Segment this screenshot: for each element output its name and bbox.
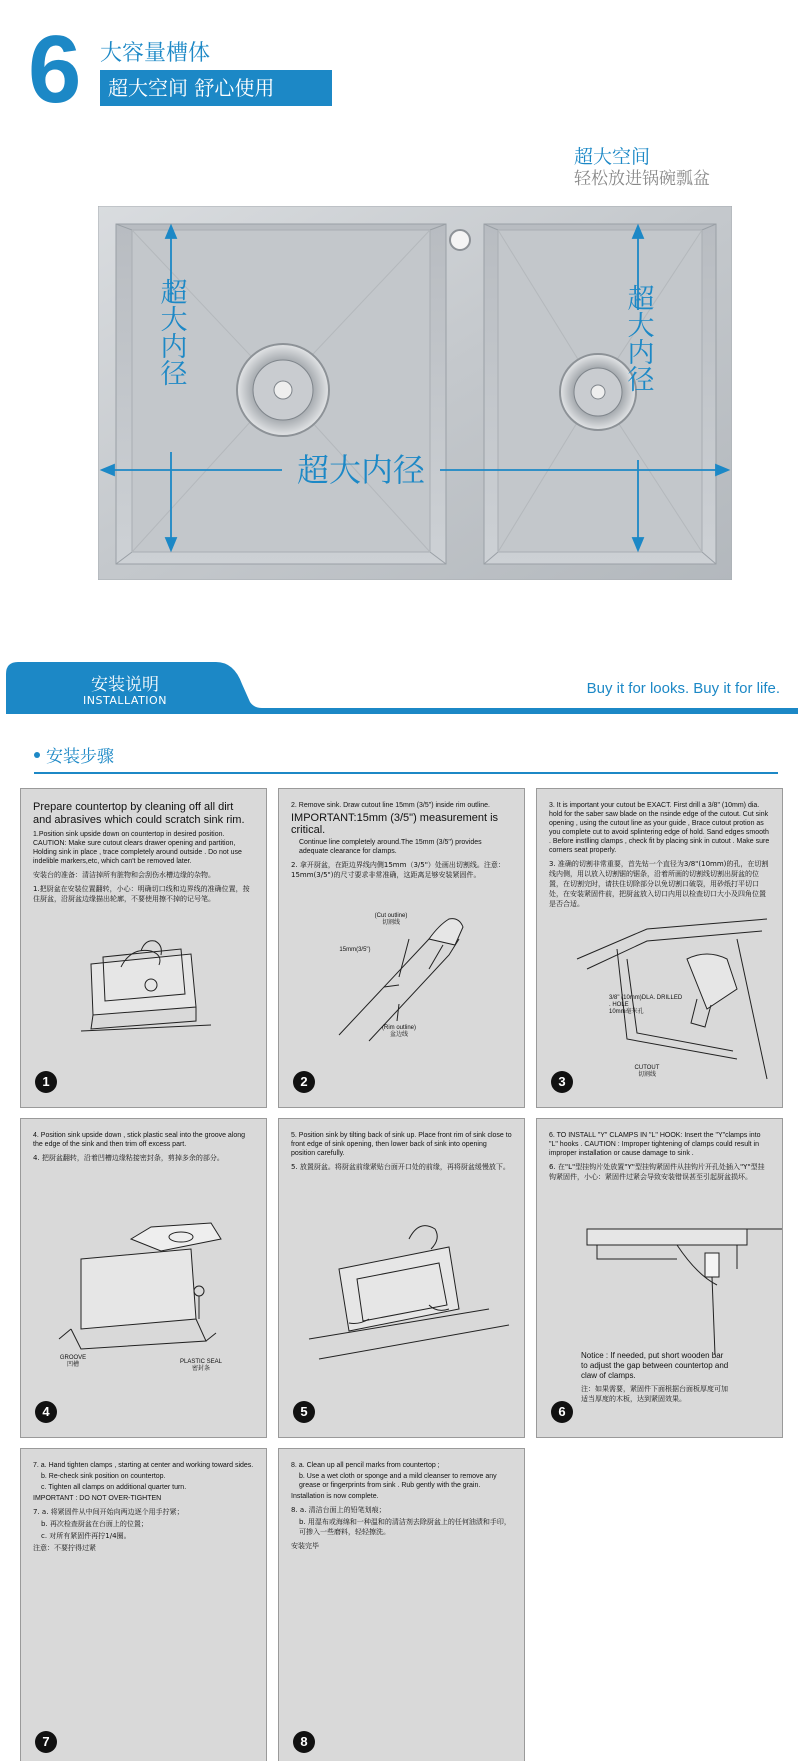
step-4-illustration	[21, 1119, 267, 1438]
step-2-label-15mm: 15mm(3/5")	[339, 947, 371, 953]
step-6-notice	[581, 1351, 731, 1404]
step-2-label-cutout: (Cut outline) 切割线	[374, 913, 408, 926]
step-6-en: 6. TO INSTALL "Y" CLAMPS IN "L" HOOK: Insert the "Y"clamps into "L" hooks . CAUTION : Improper tightening of clamps could result in improper installation or cause damage to sink .	[549, 1132, 761, 1157]
step-2-label-rim: (Rim outline) 盆边线	[381, 1025, 416, 1038]
tagline-line1: 超大空间	[574, 146, 651, 168]
step-2-en2: Continue line completely around.The 15mm (3/5") provides adequate clearance for clamps.	[299, 839, 482, 855]
step-3-cn: 3. 准确的切割非常重要，首先钻一个直径为3/8"(10mm)的孔，在切割线内侧，用以放入切割锯的锯条，沿着所画的切割线切割出厨盆的位置，在切割完时，请扶住切除部分以免切割口破裂，用砂纸打平切口处，在安装紧固件前，把厨盆放入切口内用以检查切口大小及四角位置是否合适。	[549, 860, 769, 908]
step-6-number: 6	[551, 1401, 573, 1423]
step-4-cn: 4. 把厨盆翻转，沿着凹槽边缘粘接密封条，剪掉多余的部分。	[33, 1154, 224, 1162]
step-1-cn1: 安装台的准备：清洁掉所有脏物和会刮伤水槽边缘的杂物。	[33, 871, 215, 879]
sink-label-horizontal: 超大内径	[296, 451, 426, 489]
step-3-illustration	[537, 789, 783, 1108]
bullet-dot-icon	[34, 752, 40, 758]
step-card-3	[536, 788, 783, 1108]
tagline-line2: 轻松放进锅碗瓢盆	[574, 169, 710, 189]
step-card-8	[278, 1448, 525, 1761]
step-card-7	[20, 1448, 267, 1761]
step-8-en2: b. Use a wet cloth or sponge and a mild cleanser to remove any grease or fingerprints from sink . Rub gently with the grain.	[299, 1473, 497, 1489]
step-6-notice-en: Notice : If needed, put short wooden bar to adjust the gap between countertop and claw of clamps.	[581, 1351, 729, 1380]
sink-label-left: 超大内径	[155, 278, 187, 386]
step-card-1	[20, 788, 267, 1108]
step-2-illustration	[279, 789, 525, 1108]
step-7-en3: c. Tighten all clamps on additional quarter turn.	[41, 1484, 187, 1491]
step-6-notice-cn: 注：如果需要，紧固件下面根据台面板厚度可加适当厚度的木板，达到紧固效果。	[581, 1385, 728, 1403]
step-2-cn: 2. 拿开厨盆，在距边界线内侧15mm（3/5"）处画出切割线。注意：15mm(3/5")的尺寸要求非常准确，这距离足够安装紧固件。	[291, 861, 505, 879]
step-7-en1: 7. a. Hand tighten clamps , starting at center and working toward sides.	[33, 1462, 254, 1469]
step-3-en: 3. It is important your cutout be EXACT. First drill a 3/8" (10mm) dia. hold for the saber saw blade on the nsinde edge of the cutout. Cut sink opening , using the cutout line as your guide , Brace cutout protion as you complete cut to avoid splintering edge of hold. Sand edges smooth . Before instlling clamps , check fit by placing sink in cutout . Make sure corners seat properly.	[549, 802, 770, 854]
step-8-en1: 8. a. Clean up all pencil marks from countertop ;	[291, 1462, 440, 1469]
step-4-label-groove: GROOVE 凹槽	[59, 1355, 87, 1368]
section-subtitle-bar	[100, 70, 332, 106]
section-number: 6	[28, 16, 82, 123]
step-card-6	[536, 1118, 783, 1438]
step-5-number: 5	[293, 1401, 315, 1423]
step-7-cn3: c. 对所有紧固件再拧1/4圈。	[41, 1532, 131, 1540]
step-5-en: 5. Position sink by tilting back of sink up. Place front rim of sink close to front edge of sink opening, then lower back of sink into opening position carefully.	[291, 1132, 512, 1157]
steps-heading-text: 安装步骤	[46, 747, 114, 767]
step-7-en2: b. Re-check sink position on countertop.	[41, 1473, 166, 1480]
step-8-cn3: 安装完毕	[291, 1542, 319, 1550]
step-6-cn: 6. 在"L"型挂钩片处放置"Y"型挂钩紧固件从挂钩片开孔处插入"Y"型挂钩紧固件，小心：紧固件过紧会导致安装错误甚至引起厨盆损坏。	[549, 1163, 765, 1181]
step-3-label-drill: 3/8" (10mm)DLA. DRILLED . HOLE 10mm毫米孔	[609, 995, 683, 1015]
step-8-cn2: b. 用湿布或海绵和一种温和的清洁剂去除厨盆上的任何油渍和手印，可掺入一些磨料，轻轻擦洗。	[299, 1518, 511, 1536]
step-2-en1: 2. Remove sink. Draw cutout line 15mm (3/5") inside rim outline.	[291, 802, 490, 809]
installation-title-en: INSTALLATION	[83, 694, 167, 707]
step-8-number: 8	[293, 1731, 315, 1753]
step-3-number: 3	[551, 1071, 573, 1093]
sink-image	[98, 206, 732, 580]
step-1-cn2: 1.把厨盆在安装位置翻转，小心：明确切口线和边界线的准确位置，按住厨盆，沿厨盆边缘描出轮廓，不要使用擦不掉的记号笔。	[33, 885, 250, 903]
step-2-important: IMPORTANT:15mm (3/5") measurement is critical.	[291, 812, 499, 836]
tagline	[574, 146, 710, 190]
step-4-label-seal: PLASTIC SEAL 密封条	[179, 1359, 223, 1372]
step-2-number: 2	[293, 1071, 315, 1093]
step-card-2	[278, 788, 525, 1108]
step-4-en: 4. Position sink upside down , stick plastic seal into the groove along the edge of the sink and then trim off excess part.	[33, 1132, 246, 1148]
step-8-en3: Installation is now complete.	[291, 1493, 379, 1500]
step-1-lead: Prepare countertop by cleaning off all dirt and abrasives which could scratch sink rim.	[33, 801, 245, 826]
step-7-number: 7	[35, 1731, 57, 1753]
step-7-cn2: b. 再次检查厨盆在台面上的位置；	[41, 1520, 148, 1528]
step-1-en: 1.Position sink upside down on countertop in desired position. CAUTION: Make sure cutout clears drawer opening and partition, Holding sink in place , trace completely around outside . Do not use indelible markers,etc, which can't be removed later.	[33, 831, 242, 865]
step-7-cn1: 7. a. 将紧固件从中间开始向两边逐个用手拧紧；	[33, 1508, 184, 1516]
steps-divider	[34, 772, 778, 774]
step-1-number: 1	[35, 1071, 57, 1093]
step-4-number: 4	[35, 1401, 57, 1423]
step-7-important: IMPORTANT : DO NOT OVER-TIGHTEN	[33, 1495, 162, 1502]
step-3-label-cutout: CUTOUT 切割线	[634, 1065, 660, 1078]
brand-slogan: Buy it for looks. Buy it for life.	[586, 680, 780, 697]
step-card-5	[278, 1118, 525, 1438]
step-5-cn: 5. 放置厨盆。将厨盆前缘紧贴台面开口处的前缘，再将厨盆缓慢放下。	[291, 1163, 510, 1171]
step-8-cn1: 8. a. 清洁台面上的铅笔划痕；	[291, 1506, 386, 1514]
section-subtitle: 超大空间 舒心使用	[108, 76, 275, 100]
sink-label-right: 超大内径	[622, 284, 654, 392]
section-title: 大容量槽体	[100, 41, 211, 66]
installation-title-cn: 安装说明	[91, 675, 159, 695]
step-5-illustration	[279, 1119, 525, 1438]
steps-heading	[34, 742, 114, 767]
step-7-cn4: 注意：不要拧得过紧	[33, 1544, 96, 1552]
step-1-illustration	[21, 789, 267, 1108]
step-card-4	[20, 1118, 267, 1438]
